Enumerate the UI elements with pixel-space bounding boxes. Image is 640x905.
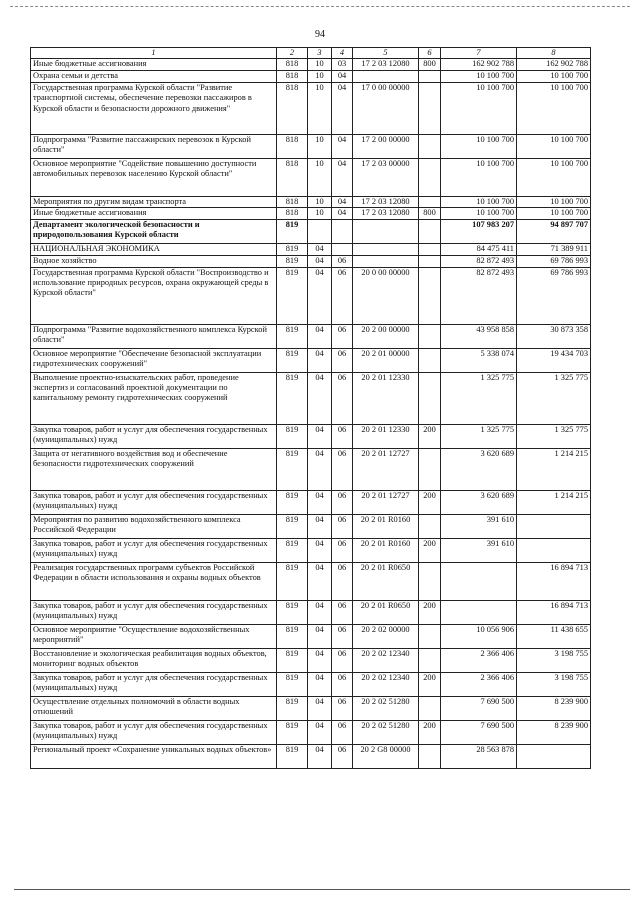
row-rz: 10: [308, 59, 332, 71]
row-sum1: 391 610: [441, 514, 517, 538]
row-sum1: 82 872 493: [441, 255, 517, 267]
row-vr: [419, 372, 441, 424]
table-row: [31, 219, 591, 243]
row-sum2: [517, 514, 591, 538]
row-vr: 200: [419, 672, 441, 696]
row-rz: 04: [308, 744, 332, 768]
row-vr: [419, 71, 441, 82]
row-name: Основное мероприятие "Обеспечение безопасной эксплуатации гидротехнических сооружений": [31, 348, 277, 372]
row-pr: 06: [332, 424, 353, 448]
row-name: Государственная программа Курской области "Развитие транспортной системы, обеспечение перевозки пассажиров в Курской области и безопасности дорожного движения": [31, 82, 277, 134]
row-csr: 20 2 02 12340: [353, 648, 419, 672]
row-vr: [419, 514, 441, 538]
header-cell: 5: [353, 48, 419, 59]
table-row: [31, 672, 591, 696]
row-sum2: 16 894 713: [517, 600, 591, 624]
row-name: Иные бюджетные ассигнования: [31, 59, 277, 71]
row-vr: [419, 448, 441, 490]
row-sum1: 107 983 207: [441, 219, 517, 243]
row-name: Охрана семьи и детства: [31, 71, 277, 82]
row-rz: 04: [308, 424, 332, 448]
row-sum1: 10 100 700: [441, 158, 517, 196]
row-sum2: 1 214 215: [517, 448, 591, 490]
row-rz: 10: [308, 134, 332, 158]
row-name: Основное мероприятие "Осуществление водохозяйственных мероприятий": [31, 624, 277, 648]
row-csr: [353, 255, 419, 267]
row-csr: [353, 71, 419, 82]
row-sum1: 43 958 858: [441, 324, 517, 348]
row-sum2: 3 198 755: [517, 648, 591, 672]
row-name: Закупка товаров, работ и услуг для обеспечения государственных (муниципальных) нужд: [31, 538, 277, 562]
row-sum2: 10 100 700: [517, 71, 591, 82]
row-csr: 20 0 00 00000: [353, 267, 419, 324]
table-row: [31, 424, 591, 448]
table-row: [31, 196, 591, 207]
row-vr: 200: [419, 538, 441, 562]
row-gr: 818: [277, 59, 308, 71]
row-gr: 819: [277, 624, 308, 648]
row-rz: 04: [308, 255, 332, 267]
row-sum1: 7 690 500: [441, 720, 517, 744]
row-sum2: 162 902 788: [517, 59, 591, 71]
row-vr: 200: [419, 720, 441, 744]
row-csr: 17 2 03 12080: [353, 59, 419, 71]
row-rz: 04: [308, 624, 332, 648]
row-name: Закупка товаров, работ и услуг для обеспечения государственных (муниципальных) нужд: [31, 672, 277, 696]
row-rz: 10: [308, 158, 332, 196]
header-cell: 2: [277, 48, 308, 59]
table-row: [31, 648, 591, 672]
row-pr: 04: [332, 208, 353, 219]
row-sum1: 10 100 700: [441, 134, 517, 158]
header-cell: 7: [441, 48, 517, 59]
row-name: Защита от негативного воздействия вод и обеспечение безопасности гидротехнических сооружений: [31, 448, 277, 490]
row-name: Иные бюджетные ассигнования: [31, 208, 277, 219]
row-vr: 200: [419, 600, 441, 624]
table-body: [31, 59, 591, 768]
row-vr: [419, 196, 441, 207]
row-vr: [419, 158, 441, 196]
row-csr: 17 0 00 00000: [353, 82, 419, 134]
table-row: [31, 744, 591, 768]
row-rz: 04: [308, 600, 332, 624]
row-gr: 819: [277, 600, 308, 624]
row-gr: 819: [277, 696, 308, 720]
row-gr: 819: [277, 490, 308, 514]
row-vr: 200: [419, 490, 441, 514]
row-sum1: 391 610: [441, 538, 517, 562]
row-pr: 06: [332, 696, 353, 720]
row-gr: 819: [277, 514, 308, 538]
row-sum2: 3 198 755: [517, 672, 591, 696]
row-rz: 04: [308, 267, 332, 324]
row-csr: 20 2 01 R0160: [353, 538, 419, 562]
row-sum2: 10 100 700: [517, 82, 591, 134]
row-pr: 03: [332, 59, 353, 71]
header-row: [31, 48, 591, 59]
row-vr: [419, 255, 441, 267]
row-rz: 04: [308, 514, 332, 538]
row-pr: 04: [332, 134, 353, 158]
row-sum1: [441, 600, 517, 624]
row-pr: 04: [332, 158, 353, 196]
row-pr: 06: [332, 448, 353, 490]
row-pr: 06: [332, 255, 353, 267]
row-vr: [419, 243, 441, 255]
row-vr: [419, 696, 441, 720]
row-vr: 800: [419, 208, 441, 219]
row-gr: 819: [277, 348, 308, 372]
table-row: [31, 600, 591, 624]
row-rz: 04: [308, 720, 332, 744]
row-sum2: 94 897 707: [517, 219, 591, 243]
row-csr: 20 2 01 12727: [353, 448, 419, 490]
row-pr: 06: [332, 538, 353, 562]
row-sum1: 10 100 700: [441, 208, 517, 219]
row-csr: 20 2 G8 00000: [353, 744, 419, 768]
table-row: [31, 208, 591, 219]
row-name: Закупка товаров, работ и услуг для обеспечения государственных (муниципальных) нужд: [31, 490, 277, 514]
row-rz: 04: [308, 672, 332, 696]
row-pr: 06: [332, 324, 353, 348]
table-row: [31, 514, 591, 538]
row-gr: 819: [277, 538, 308, 562]
row-pr: 06: [332, 624, 353, 648]
row-gr: 818: [277, 196, 308, 207]
row-rz: 04: [308, 243, 332, 255]
row-rz: 04: [308, 696, 332, 720]
row-sum2: 69 786 993: [517, 267, 591, 324]
row-name: Подпрограмма "Развитие пассажирских перевозок в Курской области": [31, 134, 277, 158]
row-sum1: 3 620 689: [441, 490, 517, 514]
row-rz: 04: [308, 538, 332, 562]
row-rz: 04: [308, 490, 332, 514]
row-gr: 819: [277, 324, 308, 348]
table-row: [31, 158, 591, 196]
row-sum1: 10 100 700: [441, 71, 517, 82]
header-cell: 4: [332, 48, 353, 59]
row-csr: 20 2 01 00000: [353, 348, 419, 372]
row-rz: 04: [308, 448, 332, 490]
row-gr: 819: [277, 372, 308, 424]
table-row: [31, 71, 591, 82]
page-number: 94: [315, 29, 325, 40]
row-gr: 819: [277, 648, 308, 672]
row-sum1: 1 325 775: [441, 372, 517, 424]
row-gr: 818: [277, 158, 308, 196]
table-row: [31, 448, 591, 490]
row-rz: 04: [308, 324, 332, 348]
row-csr: 20 2 02 00000: [353, 624, 419, 648]
row-vr: 200: [419, 424, 441, 448]
row-sum2: 71 389 911: [517, 243, 591, 255]
row-sum1: 84 475 411: [441, 243, 517, 255]
row-sum2: 8 239 900: [517, 720, 591, 744]
row-sum1: 10 100 700: [441, 82, 517, 134]
row-sum2: 69 786 993: [517, 255, 591, 267]
row-sum1: 2 366 406: [441, 672, 517, 696]
row-name: Мероприятия по другим видам транспорта: [31, 196, 277, 207]
bottom-rule: [14, 889, 630, 890]
header-cell: 3: [308, 48, 332, 59]
row-name: НАЦИОНАЛЬНАЯ ЭКОНОМИКА: [31, 243, 277, 255]
row-vr: [419, 648, 441, 672]
row-gr: 819: [277, 424, 308, 448]
row-csr: 20 2 02 51280: [353, 696, 419, 720]
row-name: Основное мероприятие "Содействие повышению доступности автомобильных перевозок населению Курской области": [31, 158, 277, 196]
row-name: Региональный проект «Сохранение уникальных водных объектов»: [31, 744, 277, 768]
table-row: [31, 267, 591, 324]
row-pr: [332, 219, 353, 243]
row-gr: 819: [277, 219, 308, 243]
row-rz: 04: [308, 372, 332, 424]
row-pr: 04: [332, 71, 353, 82]
row-csr: [353, 243, 419, 255]
row-sum2: 1 325 775: [517, 424, 591, 448]
header-cell: 6: [419, 48, 441, 59]
row-sum2: 19 434 703: [517, 348, 591, 372]
row-vr: [419, 624, 441, 648]
row-rz: 04: [308, 562, 332, 600]
table-row: [31, 490, 591, 514]
row-sum1: 10 056 906: [441, 624, 517, 648]
row-rz: 10: [308, 196, 332, 207]
row-rz: 10: [308, 71, 332, 82]
row-pr: 06: [332, 600, 353, 624]
row-pr: 06: [332, 672, 353, 696]
row-name: Мероприятия по развитию водохозяйственного комплекса Российской Федерации: [31, 514, 277, 538]
row-name: Закупка товаров, работ и услуг для обеспечения государственных (муниципальных) нужд: [31, 600, 277, 624]
row-sum1: 5 338 074: [441, 348, 517, 372]
row-sum2: 10 100 700: [517, 196, 591, 207]
row-sum2: 10 100 700: [517, 158, 591, 196]
row-rz: 04: [308, 348, 332, 372]
row-name: Государственная программа Курской области "Воспроизводство и использование природных ресурсов, охрана окружающей среды в Курской области": [31, 267, 277, 324]
row-pr: 06: [332, 348, 353, 372]
row-sum1: 28 563 878: [441, 744, 517, 768]
row-sum1: 2 366 406: [441, 648, 517, 672]
row-sum2: [517, 744, 591, 768]
row-csr: [353, 219, 419, 243]
row-pr: 06: [332, 267, 353, 324]
row-csr: 20 2 02 51280: [353, 720, 419, 744]
row-sum1: 3 620 689: [441, 448, 517, 490]
row-csr: 20 2 02 12340: [353, 672, 419, 696]
row-gr: 818: [277, 71, 308, 82]
row-sum2: 1 214 215: [517, 490, 591, 514]
row-pr: 06: [332, 720, 353, 744]
row-sum2: 1 325 775: [517, 372, 591, 424]
row-rz: 10: [308, 82, 332, 134]
row-gr: 819: [277, 243, 308, 255]
row-pr: 06: [332, 744, 353, 768]
row-name: Департамент экологической безопасности и природопользования Курской области: [31, 219, 277, 243]
table-row: [31, 562, 591, 600]
row-gr: 819: [277, 672, 308, 696]
row-csr: 20 2 01 R0650: [353, 562, 419, 600]
row-name: Закупка товаров, работ и услуг для обеспечения государственных (муниципальных) нужд: [31, 424, 277, 448]
row-gr: 819: [277, 448, 308, 490]
row-pr: 06: [332, 514, 353, 538]
table-row: [31, 720, 591, 744]
table-row: [31, 134, 591, 158]
table-row: [31, 324, 591, 348]
row-pr: 04: [332, 196, 353, 207]
row-gr: 819: [277, 720, 308, 744]
row-gr: 819: [277, 267, 308, 324]
row-pr: 06: [332, 490, 353, 514]
row-name: Закупка товаров, работ и услуг для обеспечения государственных (муниципальных) нужд: [31, 720, 277, 744]
table-row: [31, 59, 591, 71]
row-sum2: 8 239 900: [517, 696, 591, 720]
row-name: Реализация государственных программ субъектов Российской Федерации в области использования и охраны водных объектов: [31, 562, 277, 600]
top-dashed-rule: [10, 6, 630, 7]
row-name: Восстановление и экологическая реабилитация водных объектов, мониторинг водных объектов: [31, 648, 277, 672]
table-row: [31, 538, 591, 562]
row-sum1: 82 872 493: [441, 267, 517, 324]
row-sum2: 30 873 358: [517, 324, 591, 348]
table-row: [31, 624, 591, 648]
row-name: Водное хозяйство: [31, 255, 277, 267]
row-sum1: 10 100 700: [441, 196, 517, 207]
table-row: [31, 255, 591, 267]
row-sum2: 10 100 700: [517, 208, 591, 219]
row-csr: 17 2 03 00000: [353, 158, 419, 196]
row-sum2: 16 894 713: [517, 562, 591, 600]
row-sum1: 7 690 500: [441, 696, 517, 720]
row-pr: 06: [332, 372, 353, 424]
row-vr: [419, 219, 441, 243]
header-cell: 1: [31, 48, 277, 59]
row-vr: [419, 324, 441, 348]
row-gr: 819: [277, 562, 308, 600]
row-csr: 20 2 01 R0160: [353, 514, 419, 538]
table-row: [31, 372, 591, 424]
table-row: [31, 696, 591, 720]
row-pr: 06: [332, 648, 353, 672]
row-sum2: [517, 538, 591, 562]
row-name: Подпрограмма "Развитие водохозяйственного комплекса Курской области": [31, 324, 277, 348]
row-sum1: 1 325 775: [441, 424, 517, 448]
row-vr: [419, 82, 441, 134]
row-csr: 17 2 00 00000: [353, 134, 419, 158]
row-pr: 04: [332, 82, 353, 134]
row-name: Выполнение проектно-изыскательских работ, проведение экспертиз и согласований проектной документации по капитальному ремонту гидротехнических сооружений: [31, 372, 277, 424]
row-rz: 10: [308, 208, 332, 219]
row-gr: 818: [277, 208, 308, 219]
row-vr: [419, 348, 441, 372]
row-csr: 20 2 01 R0650: [353, 600, 419, 624]
row-vr: [419, 562, 441, 600]
header-cell: 8: [517, 48, 591, 59]
row-gr: 819: [277, 744, 308, 768]
row-vr: [419, 134, 441, 158]
row-csr: 20 2 01 12330: [353, 372, 419, 424]
row-sum2: 11 438 655: [517, 624, 591, 648]
row-vr: [419, 744, 441, 768]
row-gr: 818: [277, 134, 308, 158]
row-sum1: [441, 562, 517, 600]
row-pr: 06: [332, 562, 353, 600]
row-name: Осуществление отдельных полномочий в области водных отношений: [31, 696, 277, 720]
budget-table: [30, 47, 591, 769]
row-rz: 04: [308, 648, 332, 672]
row-sum2: 10 100 700: [517, 134, 591, 158]
row-gr: 818: [277, 82, 308, 134]
row-vr: 800: [419, 59, 441, 71]
row-pr: [332, 243, 353, 255]
row-vr: [419, 267, 441, 324]
row-csr: 17 2 03 12080: [353, 208, 419, 219]
row-rz: [308, 219, 332, 243]
table-row: [31, 243, 591, 255]
row-csr: 17 2 03 12080: [353, 196, 419, 207]
row-csr: 20 2 01 12330: [353, 424, 419, 448]
table-row: [31, 348, 591, 372]
row-csr: 20 2 01 12727: [353, 490, 419, 514]
row-csr: 20 2 00 00000: [353, 324, 419, 348]
row-gr: 819: [277, 255, 308, 267]
table-row: [31, 82, 591, 134]
row-sum1: 162 902 788: [441, 59, 517, 71]
